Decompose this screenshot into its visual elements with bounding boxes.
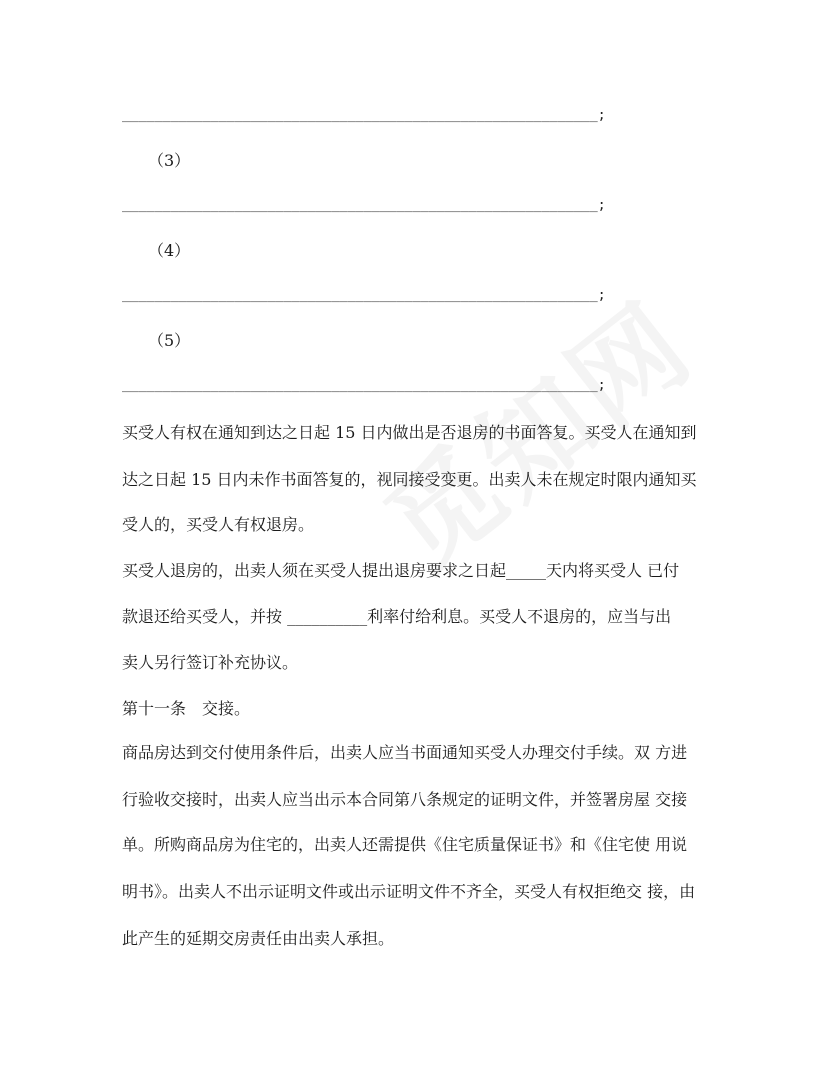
paragraph-line: 行验收交接时，出卖人应当出示本合同第八条规定的证明文件，并签署房屋 交接 xyxy=(122,790,688,809)
section-heading: 第十一条 交接。 xyxy=(122,699,251,718)
blank-line: ___________________________________________________________; xyxy=(122,108,606,123)
paragraph-line: 受人的，买受人有权退房。 xyxy=(122,515,315,534)
item-number: （3） xyxy=(148,151,191,170)
item-number: （5） xyxy=(148,331,191,350)
paragraph-line: 买受人有权在通知到达之日起 15 日内做出是否退房的书面答复。买受人在通知到 xyxy=(122,423,697,442)
blank-line: ___________________________________________________________; xyxy=(122,378,606,393)
blank-line: ___________________________________________________________; xyxy=(122,198,606,213)
paragraph-line: 款退还给买受人，并按 __________利率付给利息。买受人不退房的，应当与出 xyxy=(122,607,672,626)
paragraph-line: 明书》。出卖人不出示证明文件或出示证明文件不齐全，买受人有权拒绝交 接，由 xyxy=(122,882,696,901)
paragraph-line: 卖人另行签订补充协议。 xyxy=(122,653,299,672)
paragraph-line: 达之日起 15 日内未作书面答复的，视同接受变更。出卖人未在规定时限内通知买 xyxy=(122,470,697,489)
blank-line: ___________________________________________________________; xyxy=(122,288,606,303)
paragraph-line: 单。所购商品房为住宅的，出卖人还需提供《住宅质量保证书》和《住宅使 用说 xyxy=(122,835,688,854)
paragraph-line: 此产生的延期交房责任由出卖人承担。 xyxy=(122,929,395,948)
item-number: （4） xyxy=(148,241,191,260)
paragraph-line: 买受人退房的，出卖人须在买受人提出退房要求之日起_____天内将买受人 已付 xyxy=(122,561,680,580)
paragraph-line: 商品房达到交付使用条件后，出卖人应当书面通知买受人办理交付手续。双 方进 xyxy=(122,743,688,762)
